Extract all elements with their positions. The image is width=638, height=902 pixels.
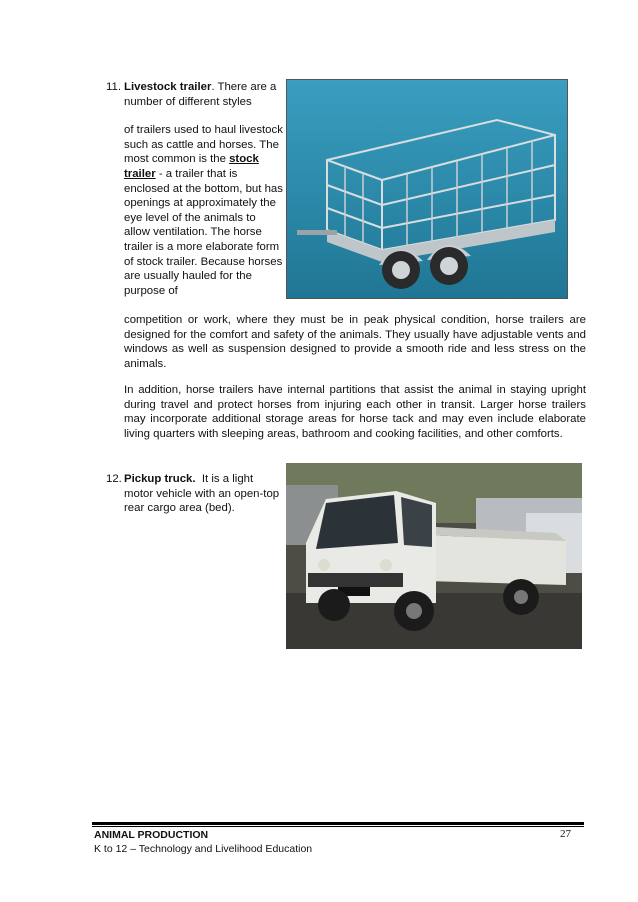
footer-rule-thick [92, 822, 584, 825]
item-intro: . There are a number of different styles [124, 81, 277, 108]
item-paragraph-2: In addition, horse trailers have internal partitions that assist the animal in staying upright during travel and protect horses from injuring each other in transit. Larger horse trailers may incorporate additional storage areas for horse tack and may even include elaborate living quarters with sleeping areas, bathroom and cooking facilities, and other comforts. [124, 384, 586, 440]
footer-title: ANIMAL PRODUCTION [94, 829, 209, 841]
item-title: Pickup truck. [124, 473, 196, 485]
footer-rule-thin [92, 826, 584, 827]
livestock-trailer-image [286, 79, 568, 299]
item-body-continued: competition or work, where they must be in peak physical condition, horse trailers are designed for the comfort and safety of the animals. They usually have adjustable vents and windows as well as suspension designed to provide a smooth ride and less stress on the animals. [124, 314, 586, 370]
truck-illustration [286, 463, 582, 649]
pickup-truck-image [286, 463, 582, 649]
item-number: 11. [106, 81, 121, 93]
trailer-illustration [287, 80, 568, 299]
item-number: 12. [106, 473, 122, 485]
page-number: 27 [560, 828, 571, 840]
footer-subtitle: K to 12 – Technology and Livelihood Education [94, 843, 313, 855]
item-narrow-column [124, 80, 284, 298]
item-body: It is a light motor vehicle with an open-top rear cargo area (bed). [124, 473, 280, 515]
item-body-mid: - a trailer that is enclosed at the bottom, but has openings at approximately the eye level of the animals to allow ventilation. The horse trailer is a more elaborate form of stock trailer. Because horses are usually hauled for the purpose of [124, 167, 283, 297]
stock-trailer-link[interactable]: stock trailer [124, 153, 259, 180]
item-body-start: of trailers used to haul livestock such as cattle and horses. The most common is the [124, 124, 283, 166]
item-title: Livestock trailer [124, 81, 212, 93]
